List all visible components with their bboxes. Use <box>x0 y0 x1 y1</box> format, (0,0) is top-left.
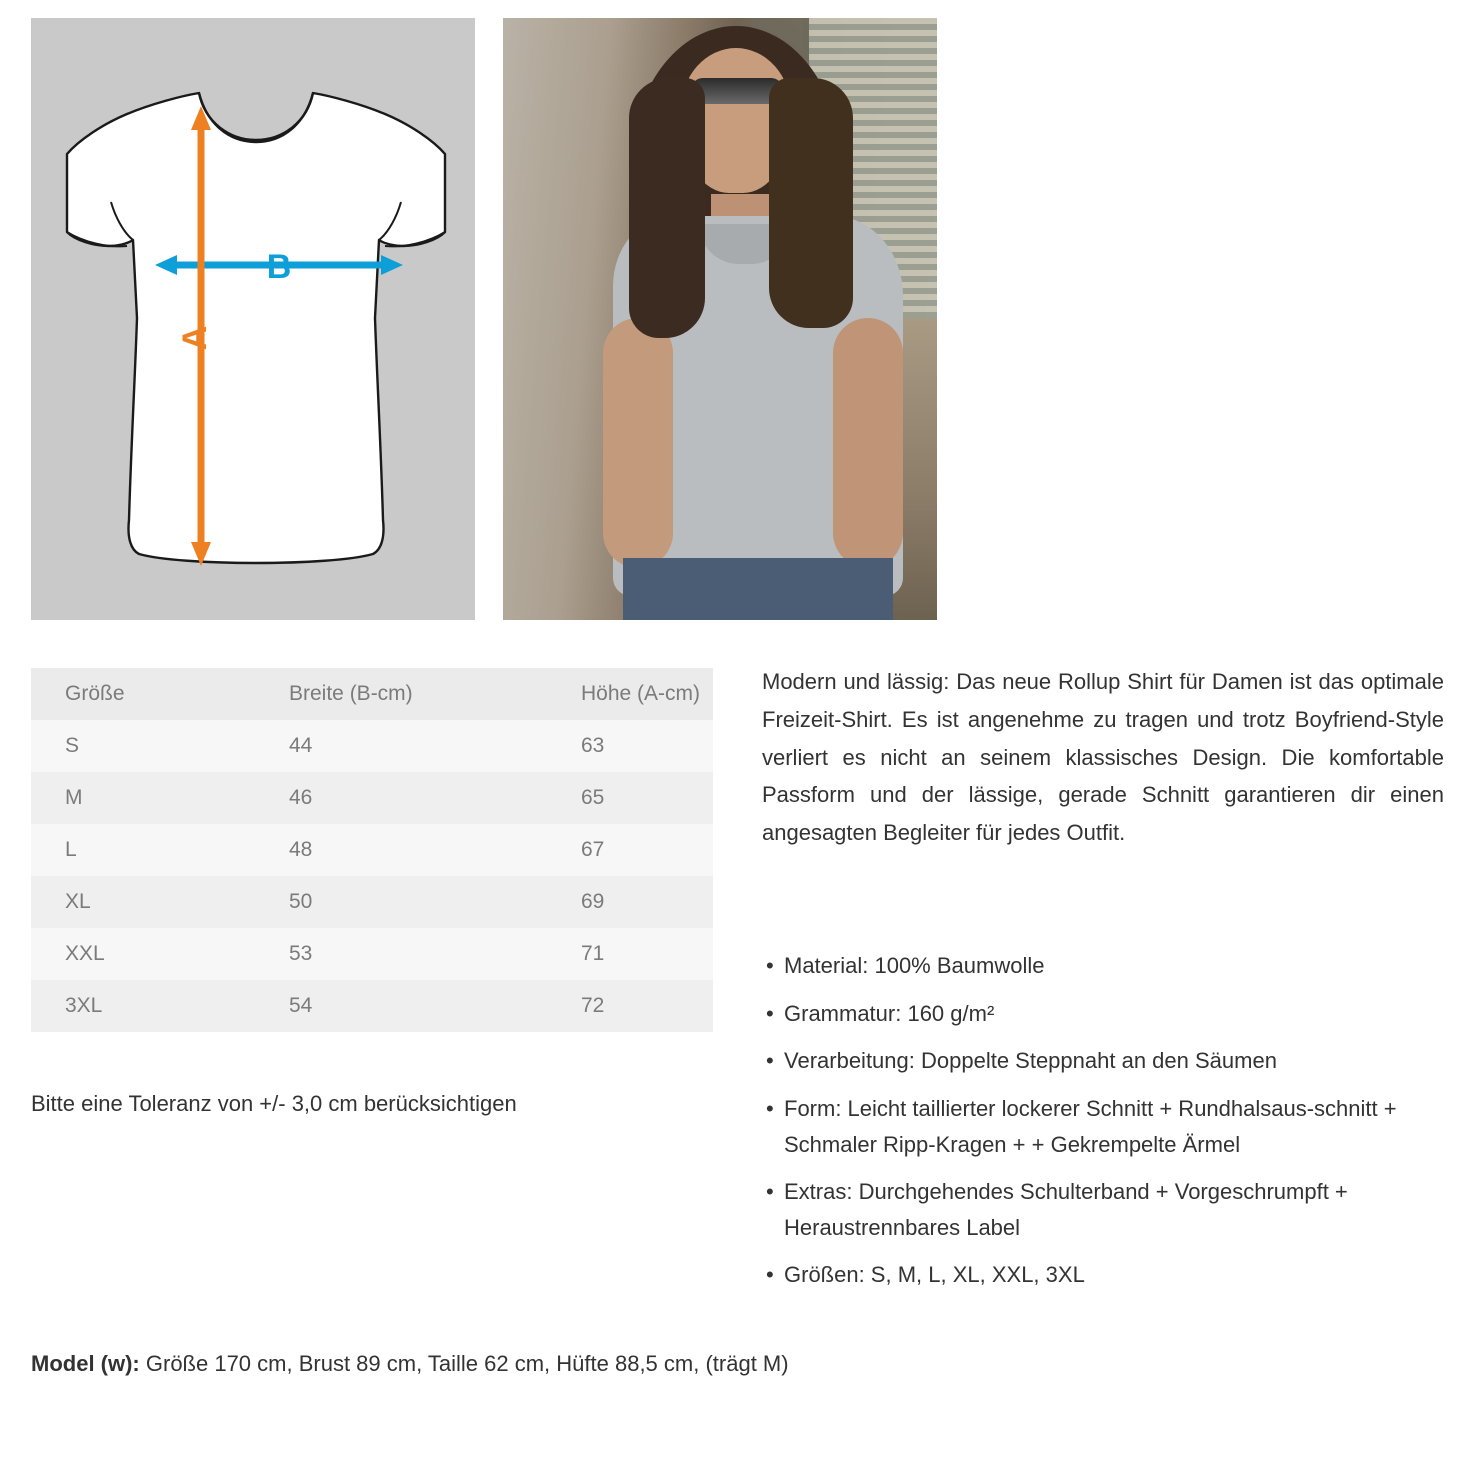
height-label: A <box>176 325 214 351</box>
cell-width: 46 <box>289 786 313 809</box>
cell-size: L <box>65 838 77 861</box>
table-header-width: Breite (B-cm) <box>289 682 413 705</box>
product-features <box>762 948 1452 1305</box>
tshirt-diagram-svg <box>31 18 475 620</box>
model-label: Model (w): <box>31 1351 140 1376</box>
size-table <box>31 668 713 1032</box>
cell-height: 63 <box>581 734 605 757</box>
model-photo <box>503 18 937 620</box>
list-item: • Material: 100% Baumwolle <box>762 948 1452 984</box>
cell-size: 3XL <box>65 994 103 1017</box>
width-label: B <box>266 248 292 286</box>
model-hair-right <box>769 78 853 328</box>
cell-size: S <box>65 734 80 757</box>
model-measurements <box>31 1346 791 1382</box>
list-item: • Größen: S, M, L, XL, XXL, 3XL <box>762 1257 1452 1293</box>
cell-height: 72 <box>581 994 605 1017</box>
table-row <box>31 772 713 824</box>
cell-height: 67 <box>581 838 605 861</box>
cell-height: 71 <box>581 942 605 965</box>
tolerance-note: Bitte eine Toleranz von +/- 3,0 cm berücksichtigen <box>31 1091 517 1116</box>
list-item: • Grammatur: 160 g/m² <box>762 996 1452 1032</box>
model-jeans <box>623 558 893 620</box>
product-images-row <box>0 0 1466 640</box>
cell-height: 69 <box>581 890 605 913</box>
cell-width: 44 <box>289 734 313 757</box>
cell-size: XL <box>65 890 91 913</box>
table-row <box>31 720 713 772</box>
table-row <box>31 824 713 876</box>
model-right-arm <box>833 318 903 568</box>
list-item: • Verarbeitung: Doppelte Steppnaht an den Säumen <box>762 1043 1452 1079</box>
cell-height: 65 <box>581 786 605 809</box>
cell-width: 53 <box>289 942 313 965</box>
size-schematic <box>31 18 475 620</box>
table-row <box>31 928 713 980</box>
model-hair-left <box>629 78 705 338</box>
cell-width: 50 <box>289 890 313 913</box>
cell-width: 54 <box>289 994 313 1017</box>
table-header-size: Größe <box>65 682 125 705</box>
list-item: • Extras: Durchgehendes Schulterband + Vorgeschrumpft + Heraustrennbares Label <box>762 1174 1452 1245</box>
product-description: Modern und lässig: Das neue Rollup Shirt für Damen ist das optimale Freizeit-Shirt. Es ist angenehme zu tragen und trotz Boyfriend-Style verliert es nicht an seinem klassisches Design. Die komfortable Passform und der lässige, gerade Schnitt garantieren dir einen angesagten Begleiter für jedes Outfit. <box>762 669 1444 846</box>
model-left-arm <box>603 318 673 568</box>
cell-width: 48 <box>289 838 313 861</box>
table-row <box>31 980 713 1032</box>
cell-size: M <box>65 786 83 809</box>
cell-size: XXL <box>65 942 105 965</box>
table-header-row <box>31 668 713 720</box>
table-header-height: Höhe (A-cm) <box>581 682 701 705</box>
model-text: Größe 170 cm, Brust 89 cm, Taille 62 cm, Hüfte 88,5 cm, (trägt M) <box>139 1351 789 1376</box>
list-item: • Form: Leicht taillierter lockerer Schnitt + Rundhalsaus-schnitt + Schmaler Ripp-Kragen + + Gekrempelte Ärmel <box>762 1091 1452 1162</box>
table-row <box>31 876 713 928</box>
